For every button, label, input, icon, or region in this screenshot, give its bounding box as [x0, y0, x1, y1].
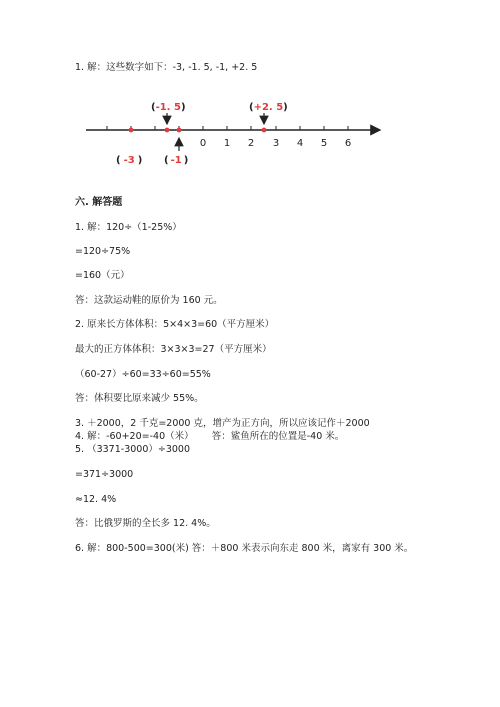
tick-label-0: 0	[199, 138, 207, 149]
tick-label-5: 5	[320, 138, 328, 149]
answer-line: 答：体积要比原来减少 55%。	[75, 393, 204, 404]
tick-label-3: 3	[272, 138, 280, 149]
answer-line: 2. 原来长方体体积：5×4×3=60（平方厘米）	[75, 319, 275, 330]
answer-line: 4. 解：-60+20=-40（米） 答：鲨鱼所在的位置是-40 米。	[75, 431, 345, 442]
tick-label-2: 2	[247, 138, 255, 149]
section-heading: 六. 解答题	[75, 197, 123, 208]
q1-answer-text: 1. 解：这些数字如下：-3, -1. 5, -1, +2. 5	[75, 62, 258, 73]
answer-line: 答：这款运动鞋的原价为 160 元。	[75, 295, 223, 306]
answer-line: 答：比俄罗斯的全长多 12. 4%。	[75, 518, 216, 529]
answer-line: ≈12. 4%	[75, 494, 117, 505]
answer-line: =371÷3000	[75, 469, 134, 480]
answer-line: 3. ＋2000，2 千克=2000 克，增产为正方向，所以应该记作＋2000	[75, 418, 370, 429]
label-minus-1-5: (-1. 5)	[151, 102, 186, 113]
answer-line: 最大的正方体体积：3×3×3=27（平方厘米）	[75, 344, 272, 355]
tick-label-1: 1	[223, 138, 231, 149]
tick-label-6: 6	[344, 138, 352, 149]
label-plus-2-5: (+2. 5)	[249, 102, 288, 113]
point-minus-1	[177, 128, 182, 133]
answer-line: 5. （3371-3000）÷3000	[75, 444, 191, 455]
tick-label-4: 4	[296, 138, 304, 149]
answer-line: （60-27）÷60=33÷60=55%	[75, 369, 211, 380]
point-plus-2-5	[262, 128, 267, 133]
label-minus-1: ( -1 )	[164, 155, 189, 166]
answer-line: 6. 解：800-500=300(米) 答：＋800 米表示向东走 800 米，离家有 300 米。	[75, 543, 414, 554]
point-minus-3	[129, 128, 134, 133]
answer-line: =120÷75%	[75, 246, 131, 257]
label-minus-3: ( -3 )	[116, 155, 143, 166]
answer-line: 1. 解：120÷（1-25%）	[75, 222, 182, 233]
answer-line: =160（元）	[75, 270, 130, 281]
point-minus-1-5	[165, 128, 170, 133]
